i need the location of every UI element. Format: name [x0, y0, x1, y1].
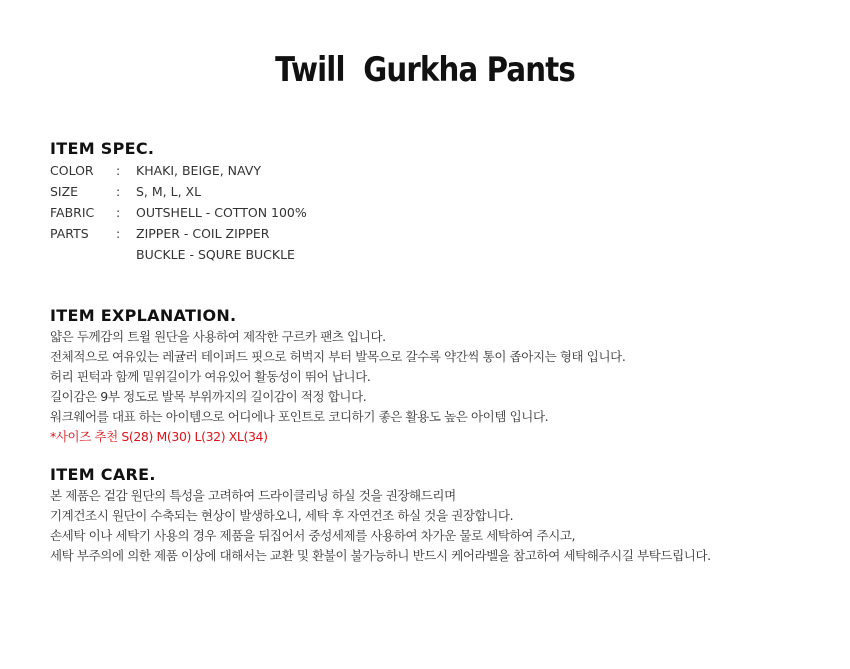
item-spec-section: [50, 138, 830, 265]
explanation-line: 워크웨어를 대표 하는 아이템으로 어디에나 포인트로 코디하기 좋은 활용도 높은 아이템 입니다.: [50, 409, 549, 424]
explanation-line: 전체적으로 여유있는 레귤러 테이퍼드 핏으로 허벅지 부터 발목으로 갈수록 약간씩 통이 좁아지는 형태 입니다.: [50, 349, 626, 364]
spec-row-size: [50, 181, 830, 202]
spec-label: [50, 244, 116, 265]
spec-row-color: [50, 160, 830, 181]
care-line: 본 제품은 겉감 원단의 특성을 고려하여 드라이클리닝 하실 것을 권장해드리며: [50, 488, 456, 503]
spec-row-parts: [50, 223, 830, 244]
spec-row-parts-continued: [50, 244, 830, 265]
care-line: 세탁 부주의에 의한 제품 이상에 대해서는 교환 및 환불이 불가능하니 반드시 케어라벨을 참고하여 세탁해주시길 부탁드립니다.: [50, 548, 711, 563]
item-explanation-section: [50, 305, 830, 447]
item-explanation-heading: ITEM EXPLANATION.: [50, 306, 237, 325]
spec-colon: [116, 244, 136, 265]
spec-value: BUCKLE - SQURE BUCKLE: [136, 247, 295, 262]
care-line: 기계건조시 원단이 수축되는 현상이 발생하오니, 세탁 후 자연건조 하실 것을 권장합니다.: [50, 508, 514, 523]
spec-value: OUTSHELL - COTTON 100%: [136, 205, 307, 220]
spec-label: PARTS: [50, 226, 89, 241]
spec-value: S, M, L, XL: [136, 184, 202, 199]
item-spec-heading: ITEM SPEC.: [50, 139, 155, 158]
explanation-line: 허리 핀턱과 함께 밑위길이가 여유있어 활동성이 뛰어 납니다.: [50, 369, 371, 384]
care-line: 손세탁 이나 세탁기 사용의 경우 제품을 뒤집어서 중성세제를 사용하여 차가운 물로 세탁하여 주시고,: [50, 528, 576, 543]
spec-colon: :: [116, 163, 121, 178]
size-recommendation-note: *사이즈 추천 S(28) M(30) L(32) XL(34): [50, 429, 268, 444]
spec-value: KHAKI, BEIGE, NAVY: [136, 163, 261, 178]
spec-colon: :: [116, 205, 121, 220]
explanation-line: 길이감은 9부 정도로 발목 부위까지의 길이감이 적정 합니다.: [50, 389, 367, 404]
spec-label: SIZE: [50, 184, 79, 199]
spec-row-fabric: [50, 202, 830, 223]
explanation-line: 얇은 두께감의 트윌 원단을 사용하여 제작한 구르카 팬츠 입니다.: [50, 329, 386, 344]
spec-colon: :: [116, 226, 121, 241]
spec-value: ZIPPER - COIL ZIPPER: [136, 226, 270, 241]
spec-label: FABRIC: [50, 205, 95, 220]
item-care-section: [50, 464, 830, 566]
spec-label: COLOR: [50, 163, 94, 178]
product-title: Twill Gurkha Pants: [275, 50, 575, 90]
spec-colon: :: [116, 184, 121, 199]
item-care-heading: ITEM CARE.: [50, 465, 156, 484]
